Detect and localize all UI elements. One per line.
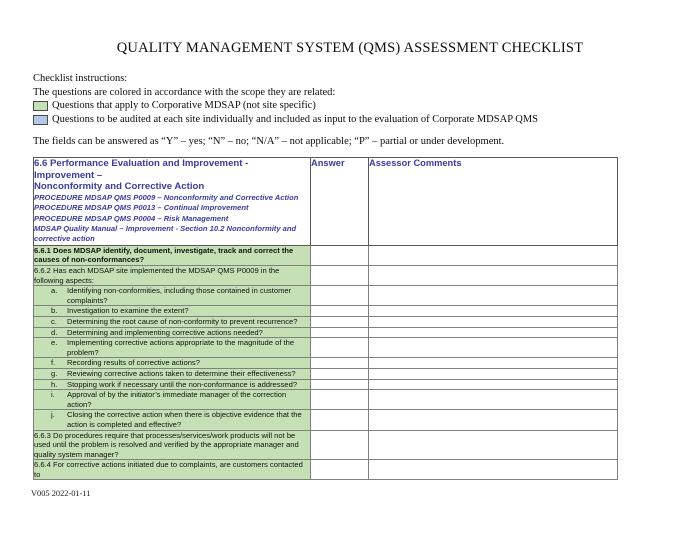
table-row bbox=[34, 368, 618, 379]
subitem bbox=[34, 317, 310, 327]
comments-cell[interactable] bbox=[369, 368, 618, 379]
comments-cell[interactable] bbox=[369, 286, 618, 306]
question-text: Implementing corrective actions appropriate to the magnitude of the problem? bbox=[67, 338, 295, 357]
question-cell bbox=[34, 306, 311, 317]
answer-cell[interactable] bbox=[311, 327, 369, 338]
legend-label-site: Questions to be audited at each site individually and included as input to the evaluation of Corporate MDSAP QMS bbox=[52, 113, 539, 125]
question-text: 6.6.1 Does MDSAP identify, document, investigate, track and correct the causes of non-conformances? bbox=[34, 245, 294, 265]
table-row bbox=[34, 460, 618, 480]
question-text: Determining and implementing corrective actions needed? bbox=[67, 327, 263, 337]
table-row bbox=[34, 316, 618, 327]
section-title-line1: 6.6 Performance Evaluation and Improvement - Improvement – bbox=[34, 158, 249, 181]
checklist-table bbox=[33, 157, 618, 480]
question-cell bbox=[34, 368, 311, 379]
answer-cell[interactable] bbox=[311, 316, 369, 327]
table-row bbox=[34, 338, 618, 358]
question-text: Stopping work if necessary until the non-conformance is addressed? bbox=[67, 379, 298, 389]
comments-cell[interactable] bbox=[369, 266, 618, 286]
subitem-letter: j. bbox=[51, 410, 55, 420]
question-text: Closing the corrective action when there is objective evidence that the action is completed and effective? bbox=[67, 410, 302, 429]
question-text: Reviewing corrective actions taken to determine their effectiveness? bbox=[67, 368, 296, 378]
comments-cell[interactable] bbox=[369, 410, 618, 430]
table-row bbox=[34, 306, 618, 317]
section-title-line2: Nonconformity and Corrective Action bbox=[34, 181, 205, 193]
answer-cell[interactable] bbox=[311, 410, 369, 430]
subitem-letter: d. bbox=[51, 327, 58, 337]
question-cell bbox=[34, 286, 311, 306]
subitem bbox=[34, 286, 310, 305]
subitem bbox=[34, 328, 310, 338]
question-text: Identifying non-conformities, including those contained in customer complaints? bbox=[67, 286, 292, 305]
reference-line-4: MDSAP Quality Manual – Improvement - Section 10.2 Nonconformity and bbox=[34, 224, 297, 233]
subitem-letter: a. bbox=[51, 286, 58, 296]
question-cell bbox=[34, 410, 311, 430]
question-text: Recording results of corrective actions? bbox=[67, 358, 200, 368]
subitem-letter: c. bbox=[51, 316, 57, 326]
answer-cell[interactable] bbox=[311, 338, 369, 358]
instructions-subheading: The questions are colored in accordance with the scope they are related: bbox=[33, 86, 336, 98]
answer-cell[interactable] bbox=[311, 368, 369, 379]
column-header-assessor-comments: Assessor Comments bbox=[369, 158, 618, 246]
answer-cell[interactable] bbox=[311, 390, 369, 410]
checklist-table-body bbox=[34, 158, 618, 480]
subitem bbox=[34, 306, 310, 316]
comments-cell[interactable] bbox=[369, 430, 618, 460]
question-text: Approval of by the initiator’s immediate manager of the correction action? bbox=[67, 390, 287, 409]
subitem-letter: g. bbox=[51, 368, 58, 378]
answer-cell[interactable] bbox=[311, 460, 369, 480]
answer-cell[interactable] bbox=[311, 430, 369, 460]
table-row bbox=[34, 358, 618, 369]
subitem-letter: e. bbox=[51, 338, 58, 348]
comments-cell[interactable] bbox=[369, 327, 618, 338]
question-cell bbox=[34, 390, 311, 410]
table-row bbox=[34, 286, 618, 306]
table-row bbox=[34, 245, 618, 265]
comments-cell[interactable] bbox=[369, 379, 618, 390]
section-header-cell bbox=[34, 158, 311, 246]
column-header-answer: Answer bbox=[311, 158, 369, 246]
answer-key-note: The fields can be answered as “Y” – yes; “N” – no; “N/A” – not applicable; “P” – partial or under development. bbox=[33, 136, 505, 147]
question-text: Investigation to examine the extent? bbox=[67, 306, 189, 316]
answer-cell[interactable] bbox=[311, 306, 369, 317]
comments-cell[interactable] bbox=[369, 316, 618, 327]
table-header-row bbox=[34, 158, 618, 246]
table-row bbox=[34, 266, 618, 286]
subitem bbox=[34, 380, 310, 390]
reference-line-5: corrective action bbox=[34, 234, 95, 244]
answer-cell[interactable] bbox=[311, 245, 369, 265]
answer-cell[interactable] bbox=[311, 286, 369, 306]
instructions-heading: Checklist instructions: bbox=[33, 73, 128, 84]
subitem-letter: b. bbox=[51, 306, 58, 316]
question-cell bbox=[34, 430, 311, 460]
subitem bbox=[34, 338, 310, 357]
page-title: QUALITY MANAGEMENT SYSTEM (QMS) ASSESSMENT CHECKLIST bbox=[116, 40, 584, 56]
table-row bbox=[34, 390, 618, 410]
question-cell bbox=[34, 358, 311, 369]
comments-cell[interactable] bbox=[369, 390, 618, 410]
legend-swatch-blue-icon bbox=[33, 115, 48, 125]
question-text: 6.6.4 For corrective actions initiated due to complaints, are customers contacted to bbox=[34, 460, 303, 479]
instructions-block bbox=[33, 72, 633, 126]
comments-cell[interactable] bbox=[369, 460, 618, 480]
question-text: 6.6.3 Do procedures require that processes/services/work products will not be used until the problem is resolved and verified by the appropriate manager and quality system manager? bbox=[34, 430, 299, 459]
table-row bbox=[34, 327, 618, 338]
subitem-letter: i. bbox=[51, 390, 55, 400]
comments-cell[interactable] bbox=[369, 306, 618, 317]
legend-swatch-green-icon bbox=[33, 101, 48, 111]
document-footer-version: V005 2022-01-11 bbox=[31, 489, 91, 498]
question-cell bbox=[34, 460, 311, 480]
subitem bbox=[34, 390, 310, 409]
legend-label-corporative: Questions that apply to Corporative MDSAP (not site specific) bbox=[52, 100, 316, 112]
legend-item-site bbox=[33, 113, 633, 127]
subitem-letter: f. bbox=[51, 358, 56, 368]
answer-cell[interactable] bbox=[311, 358, 369, 369]
answer-cell[interactable] bbox=[311, 266, 369, 286]
reference-line-3: PROCEDURE MDSAP QMS P0004 – Risk Management bbox=[34, 213, 229, 223]
comments-cell[interactable] bbox=[369, 338, 618, 358]
question-cell bbox=[34, 316, 311, 327]
subitem bbox=[34, 410, 310, 429]
answer-cell[interactable] bbox=[311, 379, 369, 390]
question-cell bbox=[34, 266, 311, 286]
subitem bbox=[34, 358, 310, 368]
table-row bbox=[34, 410, 618, 430]
reference-line-1: PROCEDURE MDSAP QMS P0009 – Nonconformity and Corrective Action bbox=[34, 192, 299, 202]
legend-item-corporative bbox=[33, 99, 633, 113]
subitem bbox=[34, 369, 310, 379]
table-row bbox=[34, 430, 618, 460]
question-cell bbox=[34, 379, 311, 390]
table-row bbox=[34, 379, 618, 390]
subitem-letter: h. bbox=[51, 379, 58, 389]
question-cell bbox=[34, 338, 311, 358]
question-cell bbox=[34, 327, 311, 338]
reference-line-2: PROCEDURE MDSAP QMS P0013 – Continual Improvement bbox=[34, 203, 249, 213]
comments-cell[interactable] bbox=[369, 245, 618, 265]
question-text: 6.6.2 Has each MDSAP site implemented the MDSAP QMS P0009 in the following aspects: bbox=[34, 266, 280, 285]
question-cell bbox=[34, 245, 311, 265]
comments-cell[interactable] bbox=[369, 358, 618, 369]
question-text: Determining the root cause of non-conformity to prevent recurrence? bbox=[67, 316, 298, 326]
